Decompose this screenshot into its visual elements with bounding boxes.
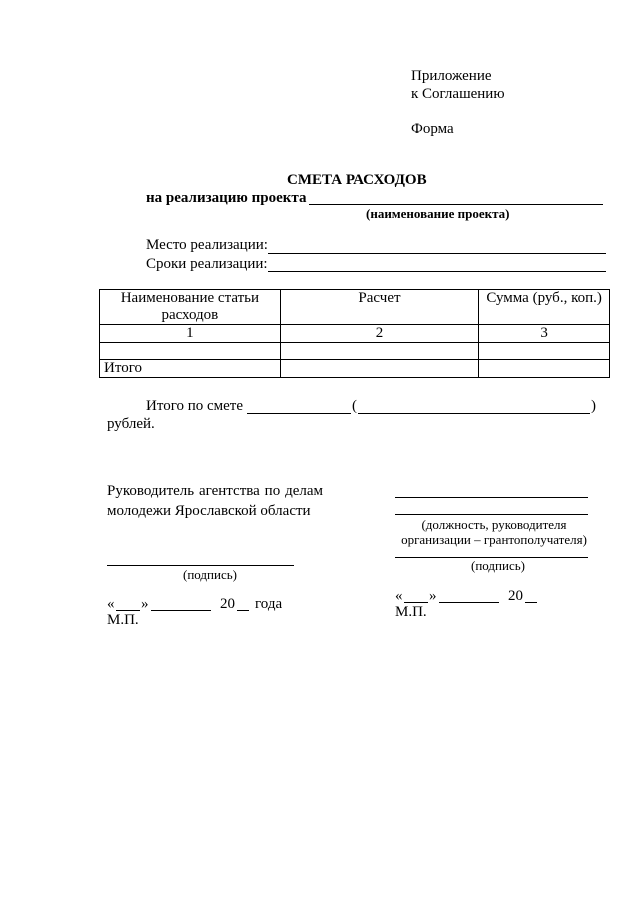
left-year-suffix: года — [255, 596, 283, 612]
total-words-line — [358, 413, 590, 414]
right-signature-caption: (подпись) — [471, 558, 525, 573]
document-subtitle: на реализацию проекта — [146, 190, 307, 206]
period-label: Сроки реализации: — [146, 256, 268, 272]
period-line — [268, 271, 606, 272]
table-cell — [479, 360, 610, 378]
left-seal-label: М.П. — [107, 612, 139, 628]
table-row — [100, 343, 610, 360]
place-label: Место реализации: — [146, 237, 268, 253]
right-seal-label: М.П. — [395, 604, 427, 620]
total-row-label: Итого — [100, 360, 281, 378]
left-signature-line — [107, 565, 294, 566]
agency-head-position: Руководитель агентства по делам молодежи Ярославской области — [107, 483, 323, 519]
right-date-close: » — [429, 588, 437, 604]
open-paren: ( — [352, 398, 357, 414]
total-estimate-label: Итого по смете — [146, 398, 244, 414]
right-day-line — [404, 602, 428, 603]
right-month-line — [439, 602, 499, 603]
column-number: 3 — [479, 325, 610, 343]
header-calculation: Расчет — [280, 290, 479, 325]
left-year-prefix: 20 — [220, 596, 235, 612]
left-date-close: » — [141, 596, 149, 612]
left-date-open: « — [107, 596, 115, 612]
table-cell — [280, 360, 479, 378]
left-day-line — [116, 610, 140, 611]
right-date-open: « — [395, 588, 403, 604]
table-cell — [280, 343, 479, 360]
right-year-prefix: 20 — [508, 588, 523, 604]
column-number: 1 — [100, 325, 281, 343]
budget-table — [99, 289, 610, 378]
table-number-row — [100, 325, 610, 343]
appendix-label: Приложение — [411, 68, 492, 84]
close-paren: ) — [591, 398, 596, 414]
left-signature-caption: (подпись) — [183, 567, 237, 582]
table-total-row — [100, 360, 610, 378]
place-line — [268, 253, 606, 254]
table-cell — [479, 343, 610, 360]
currency-label: рублей. — [107, 416, 155, 432]
right-position-line-2 — [395, 514, 588, 515]
appendix-reference: к Соглашению — [411, 86, 505, 102]
right-year-line — [525, 602, 537, 603]
table-header-row — [100, 290, 610, 325]
total-amount-line — [247, 413, 351, 414]
header-amount: Сумма (руб., коп.) — [479, 290, 610, 325]
header-item-name: Наименование статьи расходов — [100, 290, 281, 325]
left-year-line — [237, 610, 249, 611]
document-title: СМЕТА РАСХОДОВ — [287, 172, 427, 188]
project-name-line — [309, 204, 603, 205]
column-number: 2 — [280, 325, 479, 343]
project-name-caption: (наименование проекта) — [366, 206, 510, 221]
right-position-line-1 — [395, 497, 588, 498]
table-cell — [100, 343, 281, 360]
form-label: Форма — [411, 121, 454, 137]
right-position-caption: (должность, руководителя организации – грантополучателя) — [401, 517, 587, 547]
left-month-line — [151, 610, 211, 611]
